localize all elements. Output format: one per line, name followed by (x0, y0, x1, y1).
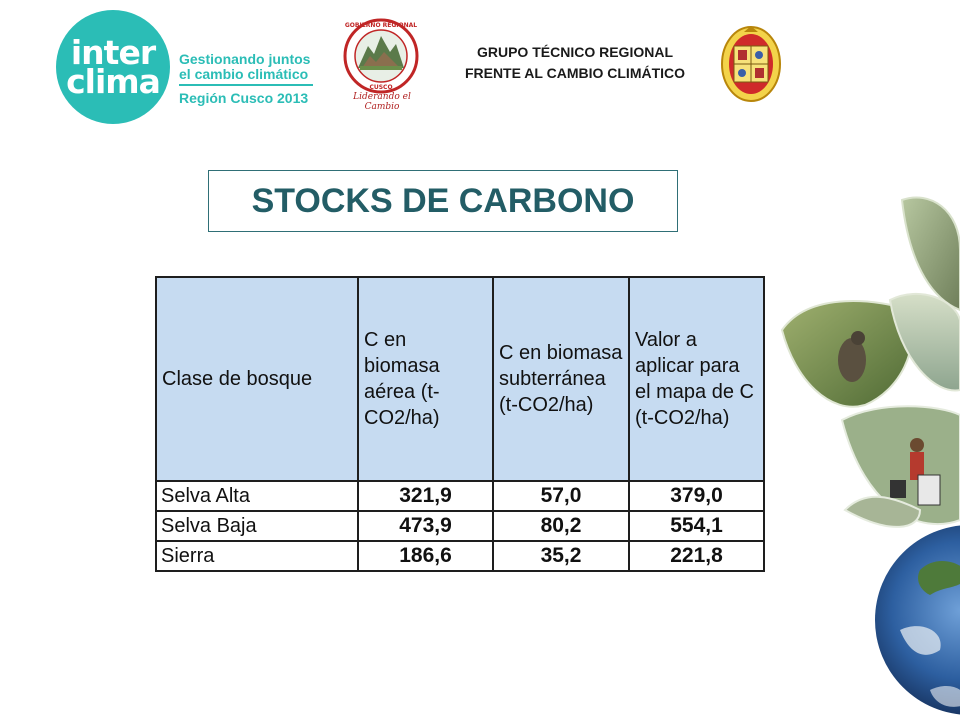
group-title-line-2: FRENTE AL CAMBIO CLIMÁTICO (464, 65, 686, 81)
header-belowground-carbon: C en biomasa subterránea (t-CO2/ha) (493, 277, 629, 481)
cell-aboveground: 321,9 (358, 481, 493, 511)
logo-word-inter: inter (70, 33, 156, 72)
header-map-value: Valor a aplicar para el mapa de C (t-CO2/ha) (629, 277, 764, 481)
cell-aboveground: 186,6 (358, 541, 493, 571)
table-row (156, 481, 764, 511)
group-title-line-1: GRUPO TÉCNICO REGIONAL (476, 44, 673, 60)
seal-text-top: GOBIERNO REGIONAL (344, 22, 418, 29)
header-aboveground-carbon: C en biomasa aérea (t-CO2/ha) (358, 277, 493, 481)
tagline-divider (179, 84, 313, 86)
tagline-line-1: Gestionando juntos (179, 51, 311, 67)
cell-aboveground: 473,9 (358, 511, 493, 541)
logo-word-clima: clima (66, 62, 160, 101)
row-label: Selva Alta (156, 481, 358, 511)
slide-title-box (208, 170, 678, 232)
table-header-row (156, 277, 764, 481)
cell-map-value: 379,0 (629, 481, 764, 511)
row-label: Sierra (156, 541, 358, 571)
seal-motto: Liderando el Cambio (353, 92, 411, 112)
tagline-line-2: el cambio climático (179, 66, 309, 82)
cusco-coat-of-arms-icon (720, 24, 782, 104)
seal-text-bottom: CUSCO (369, 84, 393, 91)
carbon-stocks-table (155, 276, 765, 572)
row-label: Selva Baja (156, 511, 358, 541)
table-row (156, 511, 764, 541)
cell-belowground: 35,2 (493, 541, 629, 571)
slide-title: STOCKS DE CARBONO (251, 181, 635, 220)
group-title (440, 42, 710, 84)
cell-belowground: 80,2 (493, 511, 629, 541)
header-forest-class: Clase de bosque (156, 277, 358, 481)
interclima-logo-icon (56, 10, 170, 124)
cell-belowground: 57,0 (493, 481, 629, 511)
cell-map-value: 221,8 (629, 541, 764, 571)
table-row (156, 541, 764, 571)
tagline-line-3: Región Cusco 2013 (179, 90, 309, 106)
cell-map-value: 554,1 (629, 511, 764, 541)
leaf-collage-decoration-icon (770, 190, 960, 720)
